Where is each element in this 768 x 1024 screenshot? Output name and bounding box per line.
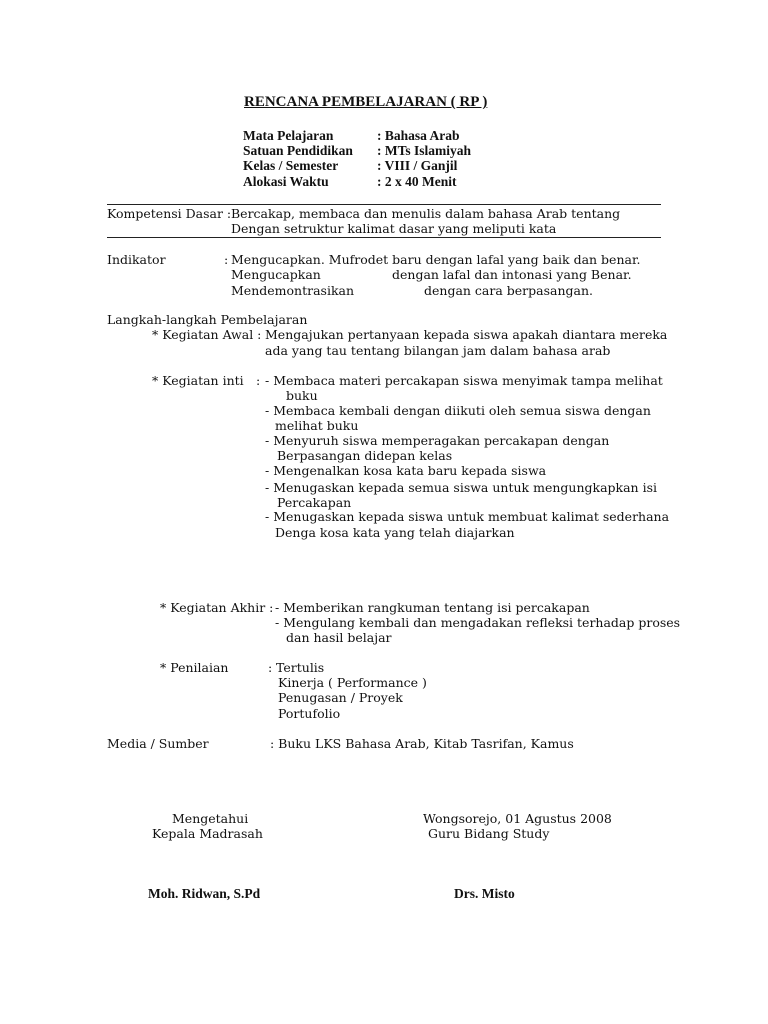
- identity-value: : 2 x 40 Menit: [377, 174, 457, 189]
- identity-value: : Bahasa Arab: [377, 128, 460, 143]
- kegiatan-inti-item: - Menugaskan kepada semua siswa untuk mengungkapkan isi: [265, 480, 657, 495]
- identity-value: : MTs Islamiyah: [377, 143, 472, 158]
- signature-left-title: Mengetahui: [172, 811, 249, 826]
- kegiatan-akhir-label: * Kegiatan Akhir :: [160, 600, 274, 615]
- kegiatan-inti-label: * Kegiatan inti: [152, 373, 244, 388]
- penilaian-item: Portufolio: [278, 706, 341, 721]
- indikator-label: Indikator: [107, 252, 166, 267]
- kegiatan-inti-item: - Membaca materi percakapan siswa menyimak tampa melihat: [265, 373, 663, 388]
- indikator-line: Mengucapkan. Mufrodet baru dengan lafal yang baik dan benar.: [231, 252, 641, 267]
- signature-left-role: Kepala Madrasah: [152, 826, 263, 841]
- kegiatan-inti-item-cont: melihat buku: [275, 418, 359, 433]
- kegiatan-inti-item-cont: Denga kosa kata yang telah diajarkan: [275, 525, 515, 540]
- signature-right-place-date: Wongsorejo, 01 Agustus 2008: [423, 811, 612, 826]
- media-label: Media / Sumber: [107, 736, 209, 751]
- indikator-line: Mengucapkan: [231, 267, 321, 282]
- identity-label: Alokasi Waktu: [243, 174, 329, 189]
- signature-right-role: Guru Bidang Study: [428, 826, 550, 841]
- indikator-line: dengan cara berpasangan.: [424, 283, 594, 298]
- kegiatan-inti-item-cont: buku: [286, 388, 318, 403]
- kegiatan-inti-item: - Membaca kembali dengan diikuti oleh semua siswa dengan: [265, 403, 651, 418]
- signature-left-name: Moh. Ridwan, S.Pd: [148, 886, 261, 901]
- kegiatan-inti-colon: :: [256, 373, 261, 388]
- indikator-line: dengan lafal dan intonasi yang Benar.: [392, 267, 632, 282]
- kegiatan-akhir-item: - Memberikan rangkuman tentang isi percakapan: [275, 600, 590, 615]
- kegiatan-awal-line: Mengajukan pertanyaan kepada siswa apakah diantara mereka: [265, 327, 668, 342]
- langkah-heading: Langkah-langkah Pembelajaran: [107, 312, 308, 327]
- penilaian-item: Tertulis: [276, 660, 325, 675]
- kompetensi-line: Bercakap, membaca dan menulis dalam bahasa Arab tentang: [231, 206, 621, 221]
- divider-top: [107, 204, 661, 205]
- kegiatan-inti-item: - Menyuruh siswa memperagakan percakapan dengan: [265, 433, 610, 448]
- identity-label: Mata Pelajaran: [243, 128, 334, 143]
- kegiatan-inti-item-cont: Berpasangan didepan kelas: [277, 448, 453, 463]
- penilaian-item: Kinerja ( Performance ): [278, 675, 427, 690]
- indikator-line: Mendemontrasikan: [231, 283, 355, 298]
- kegiatan-akhir-item-cont: dan hasil belajar: [286, 630, 392, 645]
- kegiatan-inti-item: - Menugaskan kepada siswa untuk membuat kalimat sederhana: [265, 509, 670, 524]
- indikator-colon: :: [224, 252, 229, 267]
- signature-right-name: Drs. Misto: [454, 886, 515, 901]
- identity-value: : VIII / Ganjil: [377, 158, 458, 173]
- identity-label: Kelas / Semester: [243, 158, 339, 173]
- media-value: : Buku LKS Bahasa Arab, Kitab Tasrifan, Kamus: [270, 736, 574, 751]
- document-title: RENCANA PEMBELAJARAN ( RP ): [244, 94, 488, 110]
- kegiatan-inti-item: - Mengenalkan kosa kata baru kepada siswa: [265, 463, 547, 478]
- kompetensi-label: Kompetensi Dasar :: [107, 206, 232, 221]
- identity-label: Satuan Pendidikan: [243, 143, 353, 158]
- penilaian-item: Penugasan / Proyek: [278, 690, 403, 705]
- kompetensi-line: Dengan setruktur kalimat dasar yang meliputi kata: [231, 221, 557, 236]
- kegiatan-inti-item-cont: Percakapan: [277, 495, 352, 510]
- divider-bottom: [107, 237, 661, 238]
- penilaian-colon: :: [268, 660, 273, 675]
- kegiatan-awal-label: * Kegiatan Awal :: [152, 327, 262, 342]
- kegiatan-awal-line: ada yang tau tentang bilangan jam dalam bahasa arab: [265, 343, 611, 358]
- penilaian-label: * Penilaian: [160, 660, 229, 675]
- kegiatan-akhir-item: - Mengulang kembali dan mengadakan refleksi terhadap proses: [275, 615, 681, 630]
